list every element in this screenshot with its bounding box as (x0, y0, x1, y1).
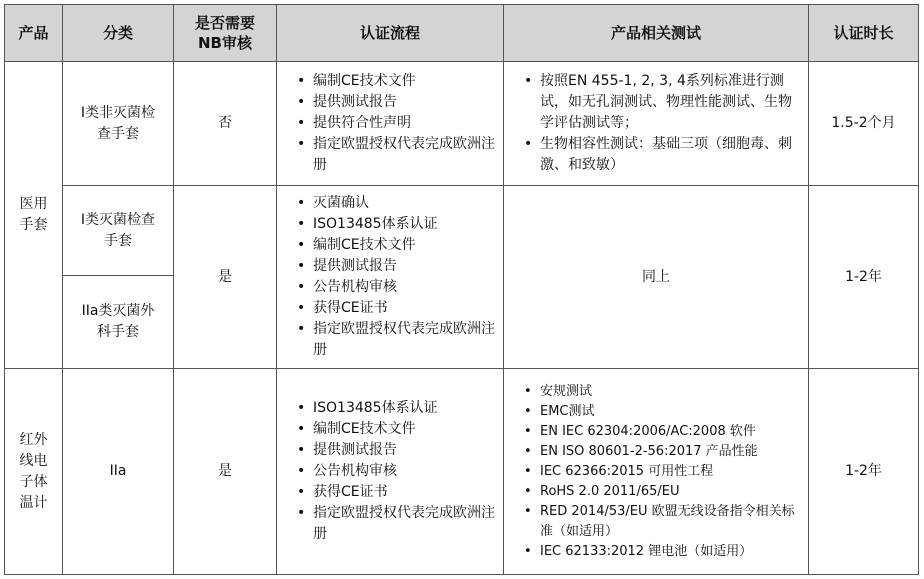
list-item: • 指定欧盟授权代表完成欧洲注册 (295, 503, 497, 545)
product-cell-gloves (5, 62, 63, 369)
list-item: • 编制CE技术文件 (295, 71, 497, 92)
list-item: • 生物相容性测试：基础三项（细胞毒、刺激、和致敏） (522, 134, 802, 176)
list-item: • RoHS 2.0 2011/65/EU (522, 482, 802, 502)
table-row (5, 369, 919, 575)
category-cell: I类灭菌检查手套 (63, 186, 174, 276)
list-item: • 获得CE证书 (295, 482, 497, 503)
header-category: 分类 (63, 5, 174, 62)
list-item: • 指定欧盟授权代表完成欧洲注册 (295, 134, 497, 176)
category-cell: I类非灭菌检查手套 (63, 62, 174, 186)
process-list (277, 398, 503, 545)
list-item: • 公告机构审核 (295, 461, 497, 482)
product-name: 红外线电子体温计 (19, 431, 48, 511)
nb-cell: 是 (174, 186, 277, 369)
process-cell (277, 369, 504, 575)
product-cell-thermometer (5, 369, 63, 575)
list-item: • 提供符合性声明 (295, 113, 497, 134)
process-list (277, 193, 503, 361)
category-cell: IIa类灭菌外科手套 (63, 276, 174, 369)
list-item: • ISO13485体系认证 (295, 398, 497, 419)
header-row (5, 5, 919, 62)
list-item: • 安规测试 (522, 382, 802, 402)
list-item: • 灭菌确认 (295, 193, 497, 214)
process-cell (277, 186, 504, 369)
list-item: • 编制CE技术文件 (295, 419, 497, 440)
table-row (5, 62, 919, 186)
list-item: • 获得CE证书 (295, 298, 497, 319)
category-cell: IIa (63, 369, 174, 575)
nb-cell: 是 (174, 369, 277, 575)
certification-table (4, 4, 919, 575)
tests-list (504, 382, 808, 562)
tests-cell: 同上 (504, 186, 809, 369)
list-item: • EN IEC 62304:2006/AC:2008 软件 (522, 422, 802, 442)
list-item: • 提供测试报告 (295, 92, 497, 113)
tests-cell (504, 369, 809, 575)
product-name: 医用手套 (19, 196, 48, 233)
list-item: • 按照EN 455-1, 2, 3, 4系列标准进行测试，如无孔洞测试、物理性能测试、生物学评估测试等； (522, 71, 802, 134)
header-tests: 产品相关测试 (504, 5, 809, 62)
duration-cell: 1-2年 (809, 369, 919, 575)
list-item: • 指定欧盟授权代表完成欧洲注册 (295, 319, 497, 361)
list-item: • 公告机构审核 (295, 277, 497, 298)
list-item: • IEC 62366:2015 可用性工程 (522, 462, 802, 482)
duration-cell: 1-2年 (809, 186, 919, 369)
header-product: 产品 (5, 5, 63, 62)
nb-cell: 否 (174, 62, 277, 186)
list-item: • IEC 62133:2012 锂电池（如适用） (522, 542, 802, 562)
header-nb-review: 是否需要 NB审核 (174, 5, 277, 62)
list-item: • RED 2014/53/EU 欧盟无线设备指令相关标准（如适用） (522, 502, 802, 542)
list-item: • 编制CE技术文件 (295, 235, 497, 256)
list-item: • 提供测试报告 (295, 256, 497, 277)
tests-list (504, 71, 808, 176)
process-list (277, 71, 503, 176)
header-duration: 认证时长 (809, 5, 919, 62)
list-item: • 提供测试报告 (295, 440, 497, 461)
list-item: • ISO13485体系认证 (295, 214, 497, 235)
duration-cell: 1.5-2个月 (809, 62, 919, 186)
process-cell (277, 62, 504, 186)
tests-cell (504, 62, 809, 186)
header-process: 认证流程 (277, 5, 504, 62)
table-row (5, 186, 919, 276)
list-item: • EMC测试 (522, 402, 802, 422)
list-item: • EN ISO 80601-2-56:2017 产品性能 (522, 442, 802, 462)
